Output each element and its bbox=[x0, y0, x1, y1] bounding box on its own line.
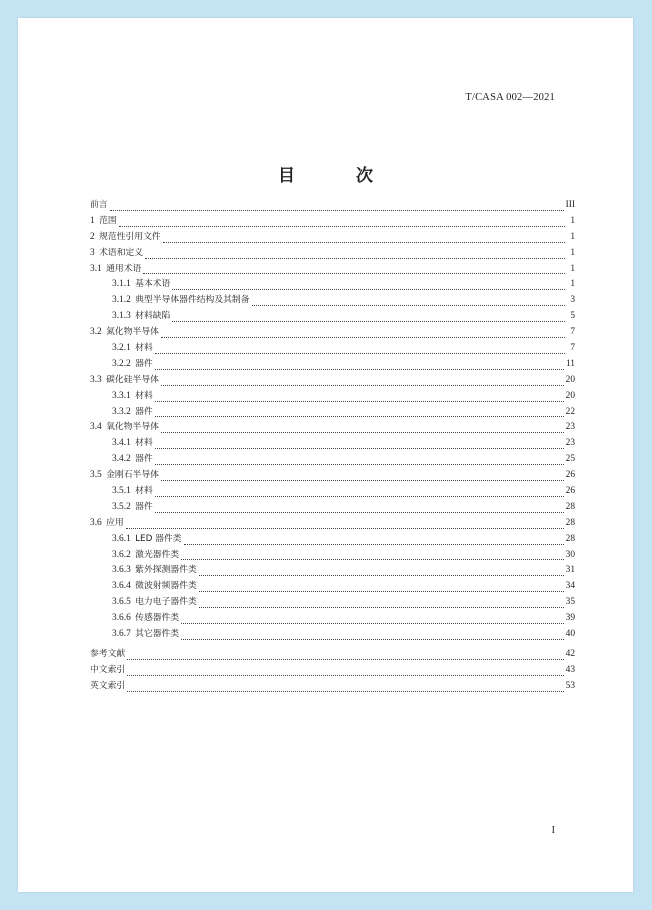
table-of-contents bbox=[90, 198, 575, 695]
toc-entry-page: 1 bbox=[570, 231, 575, 242]
toc-entry-text: 典型半导体器件结构及其制备 bbox=[135, 295, 250, 306]
toc-leader-dots bbox=[155, 415, 564, 417]
toc-entry-number: 3.5.2 bbox=[112, 501, 131, 512]
toc-entry-label bbox=[90, 420, 159, 436]
toc-entry[interactable] bbox=[90, 293, 575, 309]
toc-entry-number: 2 bbox=[90, 231, 95, 242]
toc-entry-number: 3 bbox=[90, 247, 95, 258]
toc-leader-dots bbox=[181, 622, 563, 624]
toc-entry-text: 参考文献 bbox=[90, 648, 126, 659]
toc-entry-page: 28 bbox=[565, 501, 575, 512]
toc-entry-number: 3.4.2 bbox=[112, 454, 131, 465]
toc-entry-number: 3.4 bbox=[90, 422, 102, 433]
toc-entry-label bbox=[90, 246, 143, 262]
toc-entry-text: 激光器件类 bbox=[135, 549, 180, 560]
toc-entry-page: 28 bbox=[565, 517, 575, 528]
toc-entry[interactable] bbox=[90, 309, 575, 325]
toc-entry-page: 30 bbox=[565, 549, 575, 560]
toc-entry[interactable] bbox=[90, 436, 575, 452]
toc-leader-dots bbox=[127, 690, 563, 692]
toc-leader-dots bbox=[199, 590, 564, 592]
toc-leader-dots bbox=[184, 543, 564, 545]
toc-entry-text: 术语和定义 bbox=[99, 247, 144, 258]
toc-entry[interactable] bbox=[90, 341, 575, 357]
toc-entry-label bbox=[112, 452, 153, 468]
toc-leader-dots bbox=[161, 336, 565, 338]
toc-entry-text: 英文索引 bbox=[90, 680, 126, 691]
toc-entry-text: 器件 bbox=[135, 406, 153, 417]
toc-entry-text: 器件 bbox=[135, 501, 153, 512]
toc-entry-number: 3.1.3 bbox=[112, 311, 131, 322]
toc-entry-number: 3.3.1 bbox=[112, 390, 131, 401]
toc-entry-text: LED 器件类 bbox=[135, 533, 182, 544]
toc-entry[interactable] bbox=[90, 679, 575, 695]
toc-entry-text: 金刚石半导体 bbox=[106, 470, 159, 481]
toc-leader-dots bbox=[155, 352, 565, 354]
toc-entry-label bbox=[90, 679, 125, 695]
toc-leader-dots bbox=[155, 463, 564, 465]
toc-entry-number: 3.1.2 bbox=[112, 295, 131, 306]
toc-entry-page: 3 bbox=[570, 295, 575, 306]
toc-entry-text: 规范性引用文件 bbox=[99, 231, 161, 242]
toc-entry-text: 材料 bbox=[135, 343, 153, 353]
toc-entry[interactable] bbox=[90, 277, 575, 293]
toc-entry-page: 39 bbox=[565, 613, 575, 624]
toc-entry-page: 26 bbox=[565, 470, 575, 481]
toc-entry[interactable] bbox=[90, 611, 575, 627]
toc-entry[interactable] bbox=[90, 357, 575, 373]
toc-leader-dots bbox=[126, 527, 564, 529]
toc-entry-label bbox=[112, 595, 197, 611]
toc-entry[interactable] bbox=[90, 627, 575, 643]
toc-entry[interactable] bbox=[90, 262, 575, 278]
toc-entry[interactable] bbox=[90, 405, 575, 421]
toc-entry-number: 3.6.5 bbox=[112, 597, 131, 608]
toc-entry-text: 材料 bbox=[135, 486, 153, 497]
toc-entry-label bbox=[112, 357, 153, 373]
toc-entry-page: 31 bbox=[565, 565, 575, 576]
toc-entry[interactable] bbox=[90, 230, 575, 246]
toc-entry-page: 53 bbox=[565, 680, 575, 691]
document-page bbox=[18, 18, 633, 892]
toc-entry-page: 35 bbox=[565, 597, 575, 608]
toc-entry-number: 3.5 bbox=[90, 470, 102, 481]
toc-leader-dots bbox=[181, 638, 563, 640]
toc-entry[interactable] bbox=[90, 484, 575, 500]
toc-entry-page: 1 bbox=[570, 247, 575, 258]
toc-entry-number: 3.6.2 bbox=[112, 549, 131, 560]
toc-entry-number: 3.6.7 bbox=[112, 629, 131, 640]
toc-entry-label bbox=[112, 293, 250, 309]
toc-entry-page: 20 bbox=[565, 374, 575, 385]
toc-entry-label bbox=[112, 389, 153, 405]
toc-entry-label bbox=[90, 663, 125, 679]
toc-entry-text: 器件 bbox=[135, 454, 153, 465]
toc-leader-dots bbox=[252, 304, 565, 306]
toc-entry[interactable] bbox=[90, 579, 575, 595]
toc-entry-label bbox=[90, 373, 159, 389]
toc-entry[interactable] bbox=[90, 198, 575, 214]
toc-entry-text: 通用术语 bbox=[106, 263, 142, 274]
toc-entry[interactable] bbox=[90, 468, 575, 484]
toc-entry-number: 3.6.4 bbox=[112, 581, 131, 592]
toc-entry-text: 氧化物半导体 bbox=[106, 422, 159, 433]
toc-entry-number: 3.6 bbox=[90, 517, 102, 528]
toc-entry-number: 3.5.1 bbox=[112, 486, 131, 497]
toc-entry-label bbox=[90, 468, 159, 484]
toc-entry-page: 23 bbox=[565, 422, 575, 433]
toc-entry-text: 其它器件类 bbox=[135, 629, 180, 640]
toc-entry[interactable] bbox=[90, 246, 575, 262]
toc-entry-label bbox=[112, 277, 170, 293]
toc-entry-label bbox=[90, 262, 141, 278]
toc-leader-dots bbox=[199, 606, 564, 608]
toc-entry-label bbox=[90, 230, 161, 246]
toc-entry-label bbox=[90, 198, 108, 214]
toc-leader-dots bbox=[161, 479, 564, 481]
toc-leader-dots bbox=[127, 658, 563, 660]
toc-entry[interactable] bbox=[90, 516, 575, 532]
toc-entry-label bbox=[112, 341, 153, 357]
toc-entry[interactable] bbox=[90, 452, 575, 468]
toc-entry[interactable] bbox=[90, 500, 575, 516]
toc-entry-number: 3.6.1 bbox=[112, 533, 131, 544]
toc-entry-page: 1 bbox=[570, 279, 575, 290]
toc-entry-page: 5 bbox=[570, 311, 575, 322]
toc-entry[interactable] bbox=[90, 548, 575, 564]
toc-entry-page: 40 bbox=[565, 629, 575, 640]
toc-entry-label bbox=[90, 214, 117, 230]
toc-entry-page: 11 bbox=[565, 358, 575, 369]
toc-entry-number: 3.2.2 bbox=[112, 358, 131, 369]
toc-entry-text: 氮化物半导体 bbox=[106, 327, 159, 338]
toc-leader-dots bbox=[155, 511, 564, 513]
toc-entry[interactable] bbox=[90, 647, 575, 663]
toc-entry-page: 7 bbox=[570, 343, 575, 353]
toc-entry-number: 3.4.1 bbox=[112, 438, 131, 449]
toc-leader-dots bbox=[181, 558, 563, 560]
toc-entry-page: 22 bbox=[565, 406, 575, 417]
toc-entry[interactable] bbox=[90, 420, 575, 436]
toc-leader-dots bbox=[172, 288, 565, 290]
toc-entry-page: 26 bbox=[565, 486, 575, 497]
document-code: T/CASA 002—2021 bbox=[465, 92, 555, 103]
toc-entry-page: 7 bbox=[570, 327, 575, 338]
toc-entry-text: 范围 bbox=[99, 215, 117, 226]
toc-entry-page: 28 bbox=[565, 533, 575, 544]
toc-entry[interactable] bbox=[90, 663, 575, 679]
toc-entry-text: 碳化硅半导体 bbox=[106, 374, 159, 385]
toc-entry-label bbox=[112, 405, 153, 421]
toc-entry[interactable] bbox=[90, 214, 575, 230]
toc-entry[interactable] bbox=[90, 389, 575, 405]
toc-entry-label bbox=[90, 647, 125, 663]
toc-leader-dots bbox=[143, 272, 565, 274]
toc-entry-label bbox=[112, 627, 179, 643]
toc-entry-number: 3.6.3 bbox=[112, 565, 131, 576]
toc-leader-dots bbox=[199, 574, 564, 576]
toc-leader-dots bbox=[155, 400, 564, 402]
toc-entry-text: 前言 bbox=[90, 199, 108, 210]
toc-leader-dots bbox=[145, 257, 565, 259]
toc-entry-page: 25 bbox=[565, 454, 575, 465]
toc-entry-page: III bbox=[565, 199, 575, 210]
toc-leader-dots bbox=[119, 225, 565, 227]
toc-leader-dots bbox=[161, 431, 564, 433]
toc-entry-page: 43 bbox=[565, 664, 575, 675]
toc-entry-text: 材料缺陷 bbox=[135, 311, 171, 322]
toc-entry[interactable] bbox=[90, 532, 575, 548]
toc-entry-number: 3.1.1 bbox=[112, 279, 131, 290]
toc-entry[interactable] bbox=[90, 563, 575, 579]
toc-entry-label bbox=[112, 532, 182, 548]
toc-entry-text: 基本术语 bbox=[135, 279, 171, 290]
toc-entry-text: 微波射频器件类 bbox=[135, 581, 197, 592]
toc-entry-label bbox=[112, 548, 179, 564]
toc-entry-text: 应用 bbox=[106, 517, 124, 528]
toc-entry-page: 23 bbox=[565, 438, 575, 449]
toc-leader-dots bbox=[163, 241, 565, 243]
toc-entry-text: 紫外探测器件类 bbox=[135, 565, 197, 576]
toc-entry-page: 20 bbox=[565, 390, 575, 401]
toc-entry-label bbox=[112, 579, 197, 595]
toc-entry-page: 34 bbox=[565, 581, 575, 592]
toc-leader-dots bbox=[172, 320, 565, 322]
toc-entry-number: 3.6.6 bbox=[112, 613, 131, 624]
toc-entry-text: 材料 bbox=[135, 390, 153, 401]
toc-entry-text: 器件 bbox=[135, 358, 153, 369]
toc-entry-number: 3.3.2 bbox=[112, 406, 131, 417]
toc-entry-label bbox=[112, 484, 153, 500]
toc-entry-number: 3.1 bbox=[90, 263, 102, 274]
toc-entry-label bbox=[112, 563, 197, 579]
toc-entry-text: 中文索引 bbox=[90, 664, 126, 675]
toc-leader-dots bbox=[110, 209, 564, 211]
toc-leader-dots bbox=[155, 368, 564, 370]
toc-entry-number: 3.3 bbox=[90, 374, 102, 385]
toc-entry-page: 42 bbox=[565, 648, 575, 659]
toc-entry[interactable] bbox=[90, 373, 575, 389]
toc-entry-number: 3.2.1 bbox=[112, 343, 131, 353]
toc-title: 目 次 bbox=[278, 166, 395, 186]
toc-entry-label bbox=[112, 611, 179, 627]
page-number: I bbox=[551, 825, 555, 836]
toc-entry-page: 1 bbox=[570, 263, 575, 274]
toc-entry[interactable] bbox=[90, 595, 575, 611]
toc-entry-text: 材料 bbox=[135, 438, 153, 449]
toc-leader-dots bbox=[161, 384, 564, 386]
toc-leader-dots bbox=[155, 447, 564, 449]
toc-entry-label bbox=[112, 500, 153, 516]
toc-entry-text: 电力电子器件类 bbox=[135, 597, 197, 608]
toc-entry-page: 1 bbox=[570, 215, 575, 226]
toc-entry-number: 3.2 bbox=[90, 327, 102, 338]
toc-entry-label bbox=[112, 309, 170, 325]
toc-entry-text: 传感器件类 bbox=[135, 613, 180, 624]
toc-leader-dots bbox=[155, 495, 564, 497]
toc-leader-dots bbox=[127, 674, 563, 676]
toc-entry-label bbox=[90, 325, 159, 341]
toc-entry-number: 1 bbox=[90, 215, 95, 226]
toc-entry-label bbox=[90, 516, 124, 532]
toc-entry-label bbox=[112, 436, 153, 452]
toc-entry[interactable] bbox=[90, 325, 575, 341]
